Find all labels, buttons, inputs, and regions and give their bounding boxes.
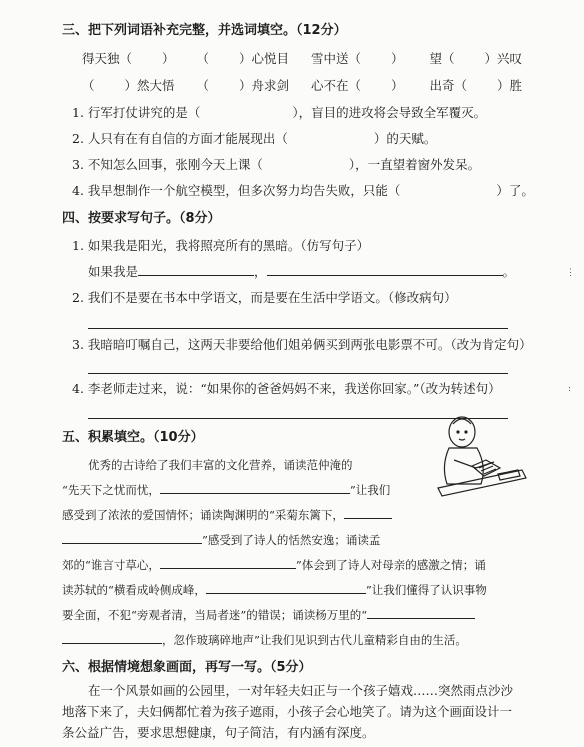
answer-line[interactable]	[88, 328, 508, 329]
rewrite-question-3: 3. 我暗暗叮嘱自己，这两天非要给他们姐弟俩买到两张电影票不可。（改为肯定句）	[72, 337, 532, 352]
word-7b: ）	[391, 78, 404, 93]
fill-question-4: 4. 我早想制作一个航空模型，但多次努力均告失败，只能（ ）了。	[72, 183, 534, 198]
answer-blank[interactable]	[206, 581, 366, 594]
imitate-answer-line: 如果我是 ， 。	[88, 264, 516, 279]
word-4a: 望（	[429, 51, 455, 66]
word-2b: ）心悦目	[239, 51, 290, 66]
word-1a: 得天独（	[82, 51, 133, 66]
word-5a: （	[82, 78, 95, 93]
fill-question-2: 2. 人只有在有自信的方面才能展现出（ ）的天赋。	[72, 131, 437, 146]
section-6-title: 六、根据情境想象画面，再写一写。（5分）	[62, 660, 312, 675]
accum-line-1: 优秀的古诗给了我们丰富的文化营养，诵读范仲淹的	[88, 458, 353, 472]
answer-blank[interactable]	[160, 556, 296, 569]
accum-line-2: “先天下之忧而忧， ”让我们	[62, 483, 391, 497]
word-row-1	[82, 50, 522, 68]
answer-blank[interactable]	[138, 263, 254, 276]
accum-line-4: ”感受到了诗人的恬然安逸；诵读孟	[62, 531, 380, 549]
rewrite-question-1: 1. 如果我是阳光，我将照亮所有的黑暗。（仿写句子）	[72, 238, 370, 253]
word-8b: ）胜	[497, 78, 523, 93]
margin-mark: :	[568, 384, 572, 394]
margin-mark: ⋮	[566, 268, 575, 278]
rewrite-question-2: 2. 我们不是要在书本中学语文，而是要在生活中学语文。（修改病句）	[72, 290, 457, 305]
scenario-paragraph-line-1: 在一个风景如画的公园里，一对年轻夫妇正与一个孩子嬉戏……突然雨点沙沙	[88, 683, 514, 698]
answer-blank[interactable]	[367, 606, 475, 619]
scenario-paragraph-line-2: 地落下来了，夫妇俩都忙着为孩子遮雨，小孩子会心地笑了。请为这个画面设计一	[62, 704, 513, 719]
word-1b: ）	[162, 51, 175, 66]
word-4b: ）兴叹	[484, 51, 523, 66]
word-3a: 雪中送（	[311, 51, 362, 66]
word-2a: （	[196, 51, 210, 66]
answer-blank[interactable]	[160, 481, 350, 494]
word-6a: （	[196, 78, 210, 93]
section-4-title: 四、按要求写句子。（8分）	[62, 211, 221, 226]
accum-line-6: 读苏轼的“横看成岭侧成峰， ”让我们懂得了认识事物	[62, 583, 487, 597]
answer-blank[interactable]	[344, 506, 392, 519]
accum-line-7: 要全面，不犯“旁观者清，当局者迷”的错误；诵读杨万里的“	[62, 606, 475, 624]
answer-blank[interactable]	[62, 531, 202, 544]
rewrite-question-4: 4. 李老师走过来，说：“如果你的爸爸妈妈不来，我送你回家。”（改为转述句）	[72, 381, 501, 396]
word-7a: 心不在（	[311, 78, 362, 93]
child-reading-illustration	[432, 410, 527, 502]
fill-question-3: 3. 不知怎么回事，张刚今天上课（ ），一直望着窗外发呆。	[72, 157, 481, 172]
word-5b: ）然大悟	[124, 78, 175, 93]
answer-line[interactable]	[88, 373, 508, 374]
answer-blank[interactable]	[62, 631, 162, 644]
section-5-title: 五、积累填空。（10分）	[62, 430, 204, 445]
word-3b: ）	[391, 51, 404, 66]
word-8a: 出奇（	[429, 78, 468, 93]
fill-question-1: 1. 行军打仗讲究的是（ ），盲目的进攻将会导致全军覆灭。	[72, 105, 487, 120]
accum-line-5: 郊的“谁言寸草心， ”体会到了诗人对母亲的感激之情；诵	[62, 558, 486, 572]
word-6b: ）舟求剑	[239, 78, 290, 93]
answer-blank[interactable]	[267, 263, 503, 276]
scenario-paragraph-line-3: 条公益广告，要求思想健康，句子简洁，有内涵有深度。	[62, 725, 375, 740]
section-3-title: 三、把下列词语补充完整，并选词填空。（12分）	[62, 23, 347, 38]
accum-line-3: 感受到了浓浓的爱国情怀；诵读陶渊明的“采菊东篱下，	[62, 506, 392, 524]
accum-line-8: ，忽作玻璃碎地声”让我们见识到古代儿童精彩自由的生活。	[62, 631, 467, 649]
word-row-2	[82, 77, 522, 95]
